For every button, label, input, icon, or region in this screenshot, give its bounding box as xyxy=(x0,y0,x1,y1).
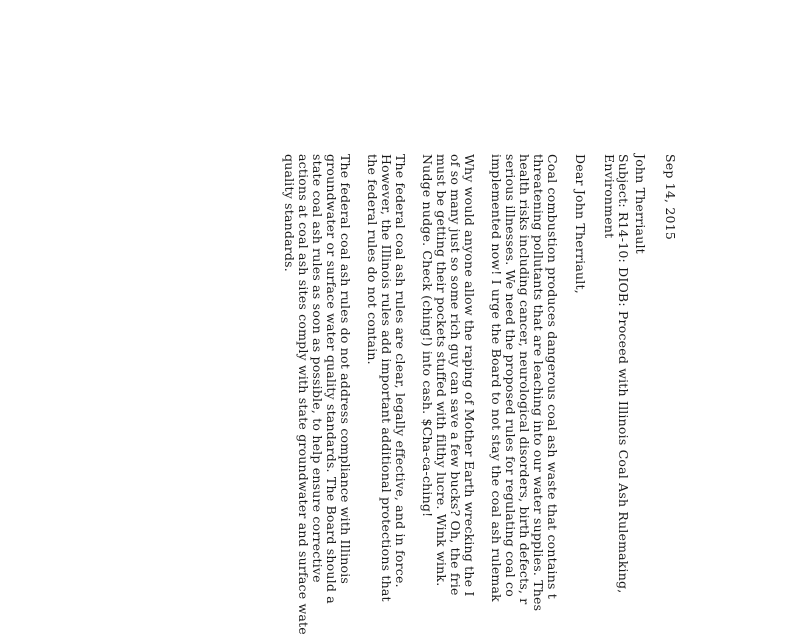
paragraph-line: serious illnesses. We need the proposed rules for regulating coal co xyxy=(503,154,518,597)
paragraph-line: actions at coal ash sites comply with state groundwater and surface wate xyxy=(296,154,311,635)
paragraph-line: The federal coal ash rules do not address compliance with Illinois xyxy=(338,154,353,585)
letter-subject-line: Environment xyxy=(602,154,617,239)
paragraph-line: threatening pollutants that are leaching into our water supplies. Thes xyxy=(531,154,546,612)
letter-date: Sep 14, 2015 xyxy=(663,154,678,240)
paragraph-line: implemented now! I urge the Board to not stay the coal ash rulemak xyxy=(489,154,504,602)
paragraph-line: must be getting their pockets stuffed with filthy lucre. Wink wink. xyxy=(434,154,449,587)
paragraph-line: health risks including cancer, neurological disorders, birth defects, r xyxy=(517,154,532,605)
paragraph-line: Nudge nudge. Check (ching!) into cash. $Cha-ca-ching! xyxy=(420,154,435,518)
paragraph-line: However, the Illinois rules add important additional protections that xyxy=(379,154,394,602)
paragraph-line: state coal ash rules as soon as possible, to help ensure corrective xyxy=(310,154,325,583)
letter-subject-line: Subject: R14-10: DIOB: Proceed with Illinois Coal Ash Rulemaking, xyxy=(616,154,631,594)
paragraph-line: The federal coal ash rules are clear, legally effective, and in force. xyxy=(393,154,408,588)
paragraph-line: the federal rules do not contain. xyxy=(365,154,380,365)
paragraph-line: Coal combustion produces dangerous coal ash waste that contains t xyxy=(545,154,560,599)
paragraph-line: groundwater or surface water quality standards. The Board should a xyxy=(324,154,339,604)
paragraph-line: Why would anyone allow the raping of Mother Earth wrecking the I xyxy=(462,154,477,597)
paragraph-line: quality standards. xyxy=(282,154,297,272)
letter-salutation: Dear John Therriault, xyxy=(573,154,588,294)
paragraph-line: of so many just so some rich guy can save a few bucks? Oh, the frie xyxy=(448,154,463,596)
letter-recipient: John Therriault xyxy=(633,154,648,254)
